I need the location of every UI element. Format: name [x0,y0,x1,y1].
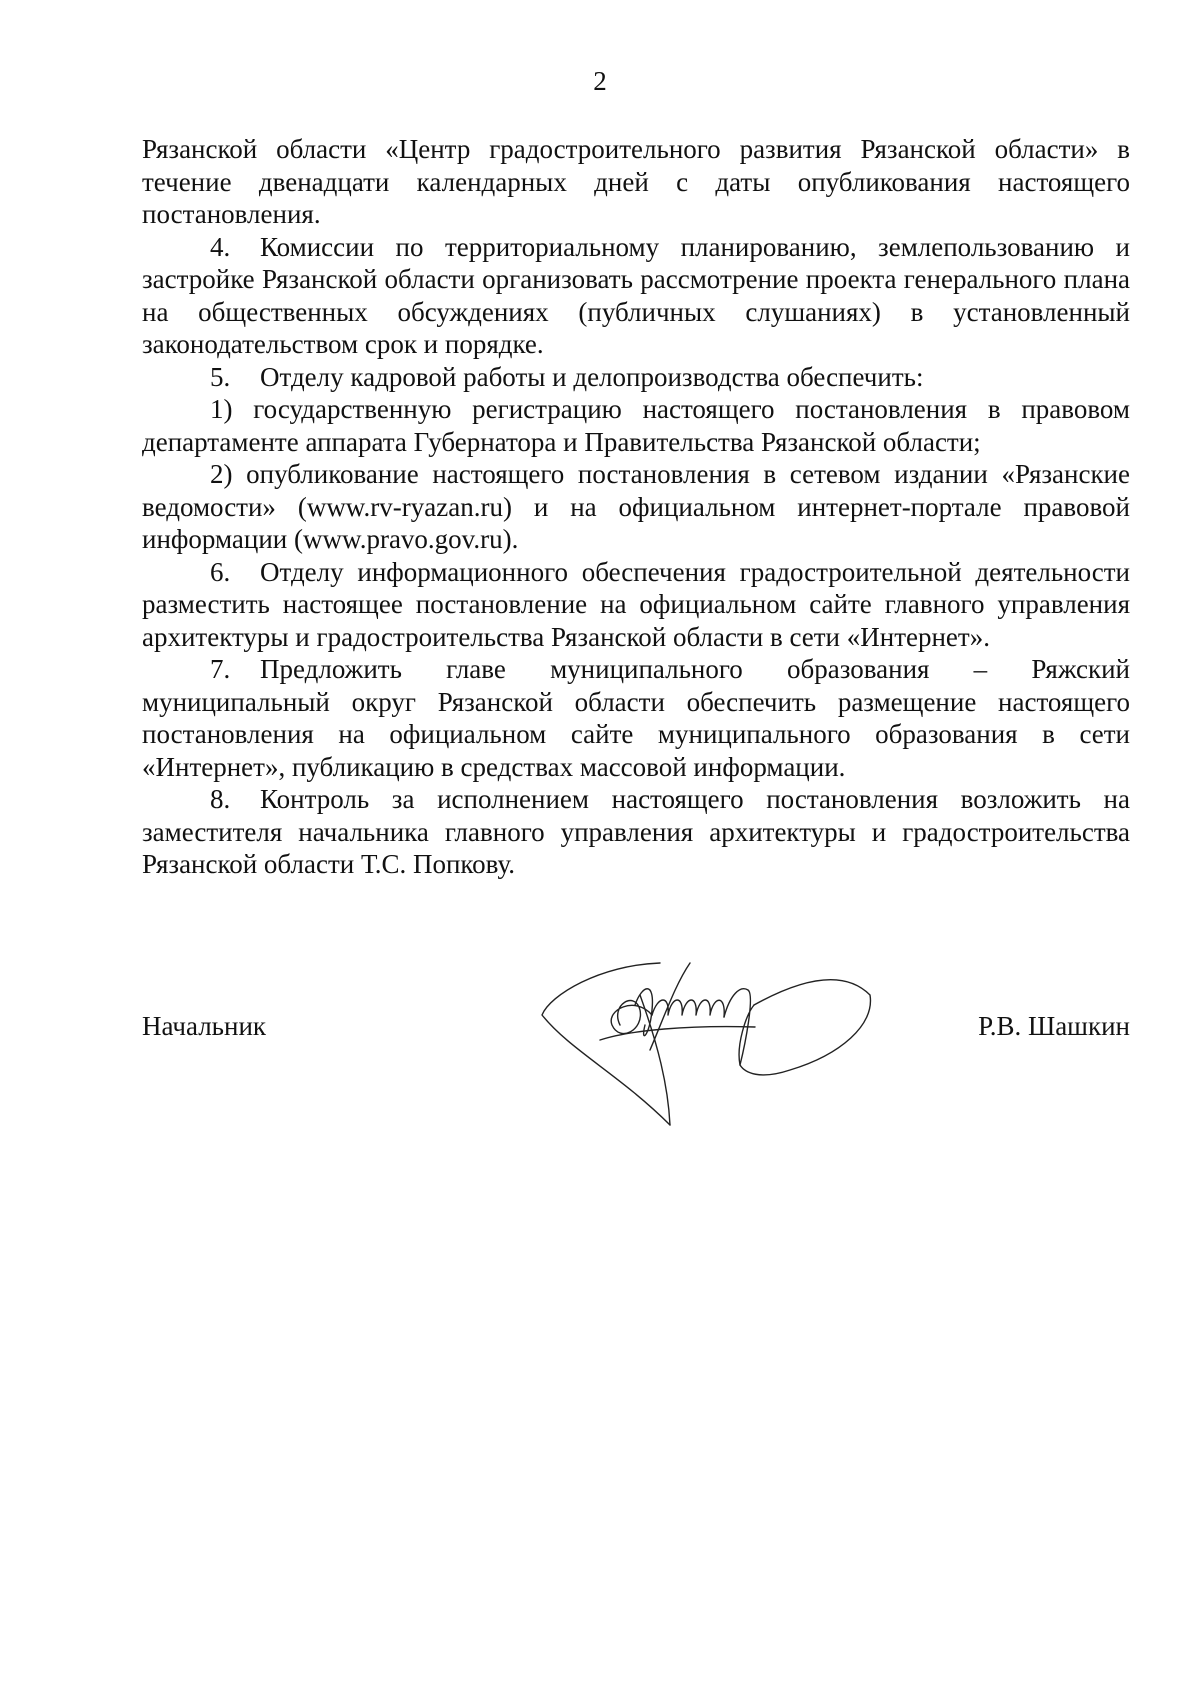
paragraph-text: Комиссии по территориальному планированию, землепользованию и застройке Рязанской области организовать рассмотрение проекта генерального плана на общественных обсуждениях (публичных слушаниях) в установленный законодательством срок и порядке. [142,231,1130,359]
document-body [142,133,1130,881]
subparagraph-5-1: 1) государственную регистрацию настоящего постановления в правовом департаменте аппарата Губернатора и Правительства Рязанской области; [142,394,1130,457]
paragraph-number: 8. [210,784,231,814]
subparagraph-5-2: 2) опубликование настоящего постановления в сетевом издании «Рязанские ведомости» (www.rv-ryazan.ru) и на официальном интернет-портале правовой информации (www.pravo.gov.ru). [142,459,1130,554]
paragraph-8 [142,783,1130,881]
paragraph-number: 7. [210,654,231,684]
paragraph-6 [142,556,1130,654]
paragraph-number: 5. [210,361,231,392]
signatory-name: Р.В. Шашкин [978,1011,1130,1041]
paragraph-7 [142,653,1130,783]
paragraph-text: Контроль за исполнением настоящего постановления возложить на заместителя начальника главного управления архитектуры и градостроительства Рязанской области Т.С. Попкову. [142,784,1130,879]
page-number: 2 [593,66,607,96]
paragraph-text: Отделу кадровой работы и делопроизводства обеспечить: [260,361,924,392]
paragraph-5 [142,361,1130,394]
paragraph-text: Отделу информационного обеспечения градостроительной деятельности разместить настоящее постановление на официальном сайте главного управления архитектуры и градостроительства Рязанской области в сети «Интернет». [142,556,1130,652]
signature-row [142,1010,1130,1050]
paragraph-text: Предложить главе муниципального образования – Ряжский муниципальный округ Рязанской области обеспечить размещение настоящего постановления на официальном сайте муниципального образования в сети «Интернет», публикацию в средствах массовой информации. [142,654,1130,782]
paragraph-number: 6. [210,556,231,587]
paragraph-number: 4. [210,231,231,262]
paragraph-4 [142,231,1130,361]
signatory-title: Начальник [142,1011,267,1041]
paragraph-continuation: Рязанской области «Центр градостроительного развития Рязанской области» в течение двенадцати календарных дней с даты опубликования настоящего постановления. [142,134,1130,229]
